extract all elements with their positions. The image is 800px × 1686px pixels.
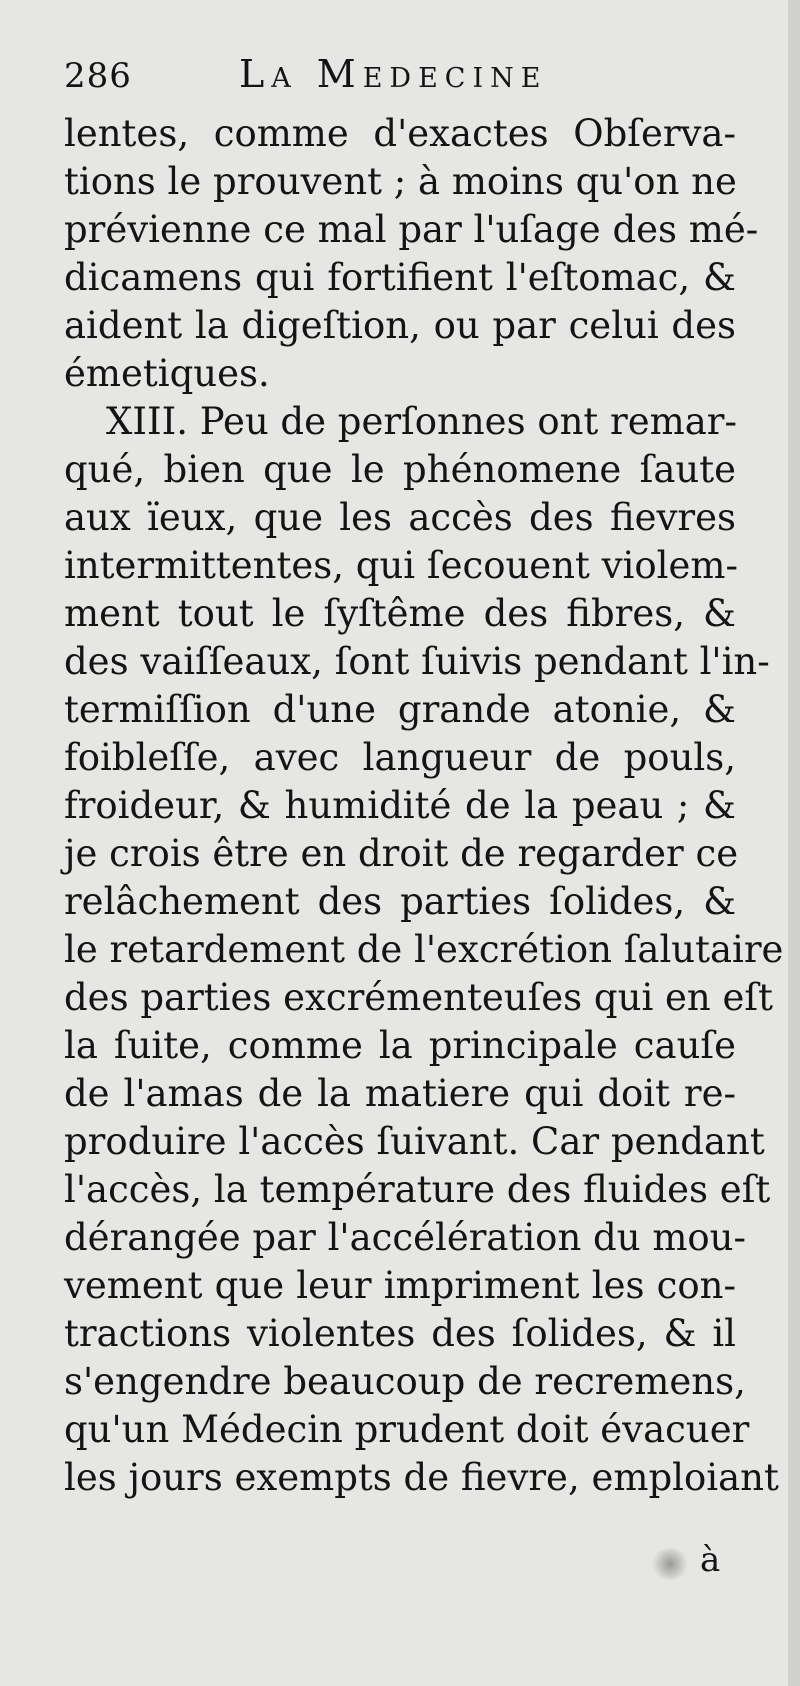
text-line: qué, bien que le phénomene ſaute bbox=[64, 448, 736, 491]
text-line: je crois être en droit de regarder ce bbox=[64, 832, 739, 875]
page-header bbox=[64, 52, 744, 108]
text-line: froideur, & humidité de la peau ; & bbox=[64, 784, 736, 827]
page-number: 286 bbox=[64, 56, 132, 96]
text-line: aux ïeux, que les accès des fievres bbox=[64, 496, 736, 539]
text-line: s'engendre beaucoup de recremens, bbox=[64, 1360, 746, 1403]
text-line: tions le prouvent ; à moins qu'on ne bbox=[64, 160, 737, 203]
text-line: de l'amas de la matiere qui doit re- bbox=[64, 1072, 736, 1115]
text-line: tractions violentes des ſolides, & il bbox=[64, 1312, 736, 1355]
text-line: aident la digeſtion, ou par celui des bbox=[64, 304, 736, 347]
text-line: les jours exempts de fievre, emploiant bbox=[64, 1456, 779, 1499]
text-line: vement que leur impriment les con- bbox=[64, 1264, 736, 1307]
text-line: ment tout le ſyſtême des fibres, & bbox=[64, 592, 736, 635]
text-line: relâchement des parties ſolides, & bbox=[64, 880, 736, 923]
page-edge bbox=[788, 0, 800, 1686]
text-line: foibleſſe, avec langueur de pouls, bbox=[64, 736, 736, 779]
text-line: des vaiſſeaux, ſont ſuivis pendant l'in- bbox=[64, 640, 770, 683]
text-line: prévienne ce mal par l'uſage des mé- bbox=[64, 208, 759, 251]
text-line: la ſuite, comme la principale cauſe bbox=[64, 1024, 736, 1067]
text-line: intermittentes, qui ſecouent violem- bbox=[64, 544, 738, 587]
text-line: émetiques. bbox=[64, 352, 270, 395]
text-line: termiſſion d'une grande atonie, & bbox=[64, 688, 736, 731]
ink-smudge bbox=[650, 1548, 690, 1580]
catchword: à bbox=[700, 1540, 721, 1580]
text-line: des parties excrémenteuſes qui en eſt bbox=[64, 976, 773, 1019]
text-line: le retardement de l'excrétion ſalutaire bbox=[64, 928, 784, 971]
running-title: La Medecine bbox=[239, 52, 548, 96]
text-line: qu'un Médecin prudent doit évacuer bbox=[64, 1408, 750, 1451]
text-line: dicamens qui fortifient l'eſtomac, & bbox=[64, 256, 736, 299]
text-line: lentes, comme d'exactes Obſerva- bbox=[64, 112, 736, 155]
text-line: dérangée par l'accélération du mou- bbox=[64, 1216, 747, 1259]
text-line: produire l'accès ſuivant. Car pendant bbox=[64, 1120, 765, 1163]
text-line: l'accès, la température des fluides eſt bbox=[64, 1168, 771, 1211]
section-start-line: XIII. Peu de perſonnes ont remar- bbox=[106, 400, 737, 443]
body-text bbox=[64, 110, 784, 1502]
